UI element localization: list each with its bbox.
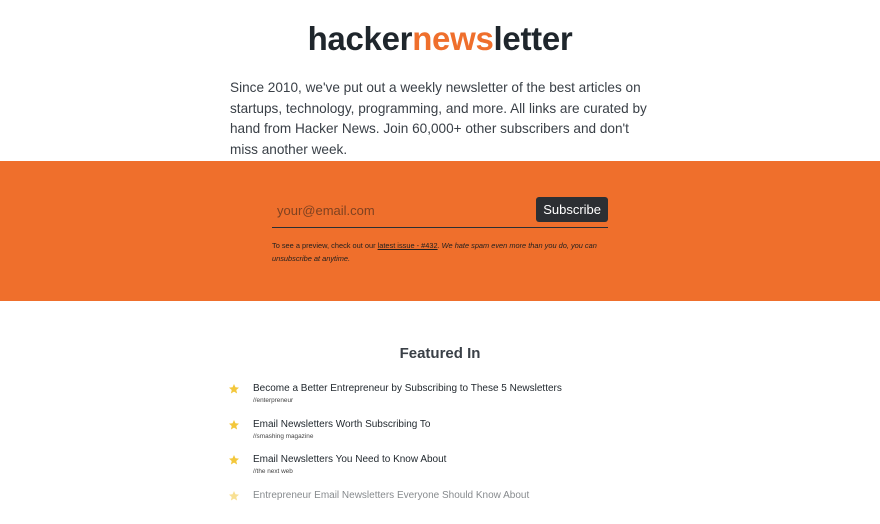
featured-item-source: //the next web bbox=[253, 467, 446, 476]
logo-hacker: hacker bbox=[308, 20, 413, 57]
signup-band bbox=[0, 161, 880, 301]
star-icon bbox=[228, 490, 240, 502]
star-icon bbox=[228, 419, 240, 431]
signup-form bbox=[272, 196, 608, 228]
site-logo[interactable] bbox=[0, 20, 880, 58]
email-input[interactable] bbox=[272, 196, 539, 224]
featured-item-title[interactable]: Entrepreneur Email Newsletters Everyone Should Know About bbox=[253, 489, 529, 502]
featured-item-title[interactable]: Email Newsletters You Need to Know About bbox=[253, 453, 446, 466]
featured-item bbox=[228, 382, 658, 418]
latest-issue-link[interactable]: latest issue - #432 bbox=[378, 241, 438, 250]
featured-item bbox=[228, 453, 658, 489]
featured-item-title[interactable]: Email Newsletters Worth Subscribing To bbox=[253, 418, 430, 431]
featured-item-title[interactable]: Become a Better Entrepreneur by Subscribing to These 5 Newsletters bbox=[253, 382, 562, 395]
star-icon bbox=[228, 383, 240, 395]
preview-suffix: . We hate spam even more than you do, you can unsubscribe at anytime. bbox=[272, 241, 597, 263]
logo-news: news bbox=[412, 20, 493, 57]
featured-item-source: //smashing magazine bbox=[253, 432, 430, 441]
preview-note bbox=[272, 240, 612, 265]
featured-item bbox=[228, 489, 658, 524]
featured-heading: Featured In bbox=[0, 345, 880, 362]
subscribe-button[interactable]: Subscribe bbox=[536, 197, 608, 222]
intro-text: Since 2010, we've put out a weekly newsletter of the best articles on startups, technology, programming, and more. All links are curated by hand from Hacker News. Join 60,000+ other subscribers and don't miss another week. bbox=[230, 78, 660, 160]
star-icon bbox=[228, 454, 240, 466]
featured-item bbox=[228, 418, 658, 454]
logo-letter: letter bbox=[494, 20, 573, 57]
featured-item-source: //enterpreneur bbox=[253, 396, 562, 405]
featured-list bbox=[228, 382, 658, 524]
preview-prefix: To see a preview, check out our bbox=[272, 241, 378, 250]
